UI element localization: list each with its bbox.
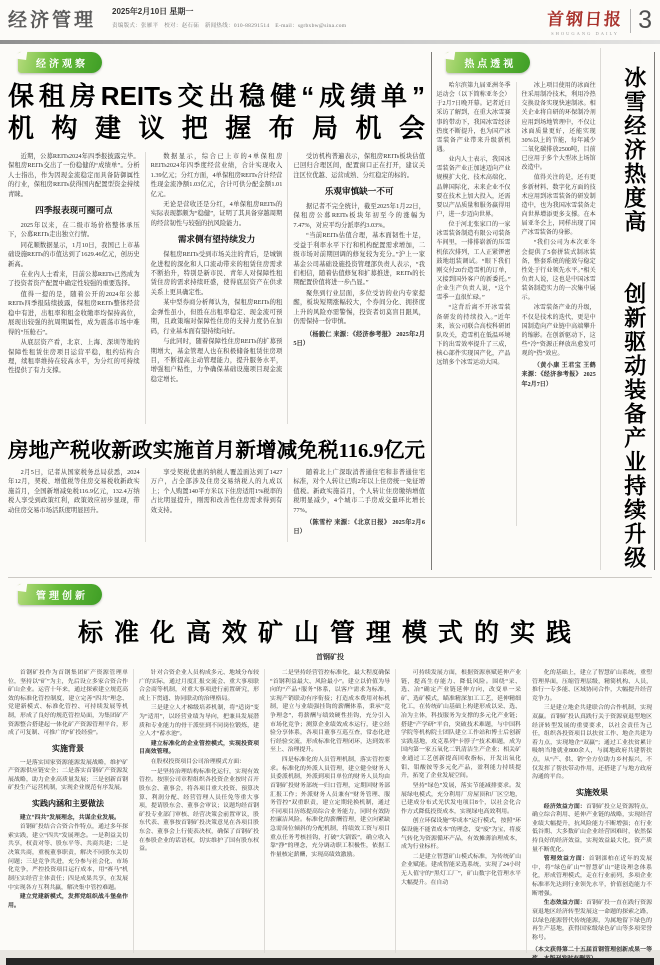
- article1-headline-line1: 保租房REITs交出稳健“成绩单”: [8, 82, 425, 112]
- page-number: 3: [638, 8, 652, 33]
- article-column: [8, 468, 145, 542]
- body-paragraph: 四是标准化的人员管理机制，落实管控要求。标准化的外派人员管理，建立健全财务人员委派机制，外派到项目单位的财务人员均由首钢矿投财务部统一归口管理，定期回财务部汇报工作；外派财务人员兼有“财务管理、服务管控”双重职责，建立定期轮换机制，通过不同项目历练提高综合业务能力，同时有效防控廉洁风险。标准化的薪酬管理，建立向紧缺急需岗位倾斜的分配机制，将绩效工资与项目重点任务考核挂钩，打破“大锅饭”，确立收入靠“挣”的理念，充分调动职工积极性，依据工作量核定薪酬，实现高绩效激励。: [270, 756, 390, 859]
- publication-info: [112, 5, 346, 29]
- top-section: [0, 44, 660, 570]
- article1-body: [8, 152, 425, 424]
- publication-date: 2025年2月10日 星期一: [112, 6, 346, 17]
- article3-vertical-headline: 冰雪经济热度高 创新驱动装备产业持续升级: [600, 48, 650, 570]
- subheading: 需求侧有望持续发力: [151, 233, 283, 246]
- body-paragraph: 创立环保设施“零成本”运行模式，按照“环保设施不能省成本”的理念，变“废”为宝，将废气转化为资源循环产品，有效摊薄治理成本，成为行业标杆。: [401, 817, 521, 851]
- badge-hotspot: 热点透视: [446, 52, 530, 73]
- body-paragraph: 在股权投资项目公司治理模式方面：: [139, 758, 259, 767]
- article-column: [395, 669, 526, 953]
- body-paragraph: “这背后离不开冰雪装备研发的持续投入。”近年来，该公司联合高校科研团队攻关，造雪机在低温环境下的出雪效率提升了三成，核心部件实现国产化，产品远销多个冰雪运动大国。: [436, 304, 510, 368]
- left-block: [8, 48, 425, 570]
- body-paragraph: 针对合资企业人员构成多元、地域分布较广的实际，通过月度汇报交流会、重大事项联合会商等机制，对重大事项进行前置研究，形成上下贯通、协同联动的治理格局。: [139, 669, 259, 703]
- attribution: （陈雪柠 来源：《北京日报》 2025年2月6日）: [293, 518, 425, 537]
- bold-paragraph-heading: 建立党建新模式，发挥党组织战斗堡垒作用。: [8, 893, 128, 910]
- article-column: [264, 669, 395, 953]
- body-paragraph: 一是坚持治理结构标准化运行，实现有效管控。按照公司章程组织各投资企业按时召开股东会、董事会，将各项目重大投资、预算决算、利润分配、经营管理人员任免等重大事项，提请股东会、董事会审议；议题均经首钢矿投专业部门审核、经营决策会前置审议，股东代表、董事按首钢矿投决策意见在各项目股东会、董事会上行使表决权，确保了首钢矿投在参股企业的话语权，切实维护了国有股东权益。: [139, 768, 259, 854]
- body-paragraph: 从底层资产看，北京、上海、深圳等地的保障性租赁住房项目运营平稳，租约结构合理，续租率维持在较高水平，为分红的可持续性提供了有力支撑。: [8, 338, 140, 376]
- body-paragraph: 2025年以来，在二级市场价格整体承压下，公募REITs走出独立行情。: [8, 221, 140, 240]
- masthead: [547, 5, 652, 36]
- body-paragraph: 无论是营收还是分红，4单保租房REITs的实际表现都颇为“稳健”，证明了其具备穿越周期的经营韧性与较强的抗风险能力。: [151, 200, 283, 228]
- badge-management-innovation: 管理创新: [18, 584, 102, 605]
- masthead-subtitle: SHOUGANG DAILY: [547, 31, 623, 36]
- article-column: [287, 152, 425, 424]
- section-title: 经济管理: [8, 5, 96, 32]
- body-paragraph: 坚持“绿色”发展，落实节能减排要求。发展绿电模式，充分利用厂房屋顶和厂区空地，已建成分布式光伏发电项目8个，以社会化合作方式降低投资成本，实现绿电高效利用。: [401, 782, 521, 816]
- body-paragraph: 二是建立智慧矿山模式标准，为传统矿山企业赋能。建成智能采选系统，实现了24小时无人值守的“黑灯工厂”，矿山数字化管理水平大幅提升。在自动: [401, 853, 521, 887]
- masthead-divider: [630, 9, 631, 33]
- article1-headline-line2: 机构建议把握布局机会: [8, 114, 425, 144]
- staff-line: 责编版式：张雁平 校对：赵石砳 新闻热线：010-88291514 E-mail：sgrbxbw@sina.com: [112, 21, 346, 29]
- body-paragraph: 据记者不完全统计，截至2025年1月22日，保租房公募REITs板块年初至今的涨幅为7.47%，对应平均分派率约3.03%。: [293, 202, 425, 230]
- masthead-logo: [547, 5, 623, 36]
- body-paragraph: 值得关注的是，还有更多新材料、数字化方面的技术应用到冰雪装备的研发制造中，也为我国冰雪装备走向世界增添更多支撑。在本届亚冬会上，同样出现了国产冰雪装备的身影。: [522, 174, 596, 238]
- article4-body: [8, 669, 652, 953]
- body-paragraph: 享受契税优惠的纳税人覆盖面达到了1427万户，占全部涉及住房交易纳税人的九成以上；个人购置140平方米以下住房适用1%税率的占比明显提升，刚需和改善性住房需求得到有效支持。: [151, 468, 283, 515]
- body-paragraph: 在业内人士看来，目前公募REITs已然成为了投资者资产配置中确定性较强的重要选择。: [8, 270, 140, 289]
- lead-paragraph: 生态效益方面：首钢矿投一直在践行资源衰退地区经济转型发展这一命题的探索之路，以绿色能源替代传统能源，为属地留下绿色的再生产基地，获得国家级绿色矿山等多项荣誉称号。: [532, 899, 652, 942]
- body-paragraph: 业内人士表示，我国冰雪装备产业正加速迈向产业规模扩大化、技术高端化、品牌国际化，未来企业不仅要在技术上加大投入，还需要以产品质量和服务赢得用户，进一步迈向世界。: [436, 156, 510, 220]
- body-paragraph: 与此同时，随着保障性住房REITs的扩募预期增大，基金管理人也在积极储备租赁住房项目，不断提高主动管理能力，提升服务水平，增强租户粘性，力争确保基础设施项目现金流稳定增长。: [151, 337, 283, 384]
- lead-label: 生态效益方面：: [544, 900, 586, 906]
- lead-label: 经济效益方面：: [544, 804, 586, 810]
- body-paragraph: 近期，公募REITs2024年四季报披露完毕。保租房REITs交出了一份稳健的“成绩单”。分析人士指出，作为因现金流稳定而具备防御属性的行业，保租房REITs获得国内配置型资金持续青睐。: [8, 152, 140, 199]
- article-column: [287, 468, 425, 542]
- body-paragraph: 值得一提的是，随着公开的2024年公募REITs四季报陆续披露，保租房REITs整体经营稳中有进，出租率和租金收缴率均保持高位，展现出较强的抗周期属性，成为震荡市场中难得的“压舱石”。: [8, 290, 140, 337]
- article-column: [8, 669, 133, 953]
- subheading: 实施效果: [532, 787, 652, 799]
- body-paragraph: 三是建立地企共建联合的合作机制，实现双赢。首钢矿投认真践行关于资源衰退型地区经济转型发展的重要要求，以社会责任为己任，组织各投资项目以扶贫工作、地企共建为着力点，实现地企“双赢”；通过工业扶贫累计吸纳当地就业800余人，与属地政府共建帮扶点，从“产、供、销”全方位助力乡村振兴，不仅发挥了帮扶带动作用，还搭建了与地方政府沟通的平台。: [532, 704, 652, 781]
- article4-headline: 标准化高效矿山管理模式的实践: [8, 613, 652, 649]
- body-paragraph: 受访机构普遍表示，保租房REITs板块估值已回归合理区间，配置窗口正在打开，建议关注区位优越、运营成熟、分红稳定的标的。: [293, 152, 425, 180]
- page-header: [0, 0, 660, 36]
- article2-headline: 房地产税收新政实施首月新增减免税116.9亿元: [8, 433, 425, 463]
- article-column: [526, 669, 652, 953]
- article-column: [145, 468, 288, 542]
- lead-paragraph: 管理效益方面：首钢滦柏在近年的发展中，将“绿色矿山”“智慧矿山”建设理念体系化，形成管理模式，走在行业前列，多项企业标准率先达到行业领先水平，价值创造能力不断增强。: [532, 855, 652, 898]
- body-paragraph: 同花顺数据显示，1月10日，我国已上市基础设施REITs的市值达到了1629.46亿元，创历史新高。: [8, 241, 140, 269]
- lead-label: 管理效益方面：: [544, 856, 589, 862]
- body-paragraph: 某中型券商分析师认为，保租房REITs的租金弹性虽小，但胜在出租率稳定、现金流可预期，且政策端对保障性住房的支持力度仍在加码，行业基本面有望持续向好。: [151, 298, 283, 336]
- article-column: [516, 82, 596, 526]
- article2-body: [8, 468, 425, 542]
- body-paragraph: 三是建立人才梯级培养机制，将“适岗”变为“适用”，以经营业绩为导向，把兼具发展潜质和专业能力的骨干派驻到不同岗位锻炼，建立人才“蓄水池”。: [139, 704, 259, 738]
- body-paragraph: 聚焦到行业层面，多位受访的业内专家提醒，板块短期涨幅较大，个券间分化、拥挤度上升的风险亦需警惕，投资者切莫盲目跟风，仍需保持一份审慎。: [293, 289, 425, 327]
- article-column: [436, 82, 515, 526]
- subheading: 实践内涵和主要做法: [8, 798, 128, 810]
- hotspot-block: [436, 48, 654, 570]
- hotspot-main: [436, 48, 595, 570]
- body-paragraph: 冰上项目使用的冰面往往采用制冷技术，利用冷热交换设备实现快速制冰。相关企业将自研的环保制冷剂应用到场地管理中，不仅让冰面质量更好，还能实现30%以上的节能，每年减少二氧化碳排放2500吨，目前已应用于多个大型冰上场馆改造中。: [522, 82, 596, 173]
- body-paragraph: “我们公司为本次亚冬会提供了5套拼装式制冰装备，整套系统的能效与稳定性处于行业领先水平。”相关负责人说，这也是中国冰雪装备制造实力的一次集中展示。: [522, 239, 596, 303]
- body-paragraph: “当前REITs估值合理，基本面韧性十足，受益于利率水平下行和机构配置需求增加，二级市场对前期回调的修复较为充分。”沪上一家基金公司基础设施投资管理部负责人表示，“我们相信，随着估值修复和扩募推进，REITs的长期配置价值将进一步凸显。”: [293, 231, 425, 288]
- subheading: 四季报表现可圈可点: [8, 204, 140, 217]
- bold-paragraph-heading: 建立标准化的企业管控模式，实现投资项目高效管理。: [139, 740, 259, 757]
- subheading: 乐观审慎缺一不可: [293, 185, 425, 198]
- body-paragraph: 数据显示，综合已上市的4单保租房REITs2024年四季度经营业绩，合计实现收入1.39亿元；分红方面，4单保租房REITs合计经营性现金流净额1.03亿元，合计可供分配金额1.01亿元。: [151, 152, 283, 199]
- article4-byline: 首钢矿投: [8, 652, 652, 662]
- body-paragraph: 首钢矿投作为首钢集团矿产资源管理单位，坚持以“矿”为主，先后设立多家合资合作矿山企业。运营十年来，通过探索建立规范高效的标准化管控制度，建立完善“四共”理念、党建新模式、标准化管控、可持续发展等机制，形成了良好的规范管控局面，为集团矿产资源整合搭建起一体化矿产资源管理平台，形成了可复制、可推广的“矿投经验”。: [8, 669, 128, 738]
- attribution: （杨毅仁 来源：《经济参考报》 2025年2月5日）: [293, 330, 425, 349]
- body-paragraph: 位于河北张家口的一家冰雪装备制造有限公司装备车间里，一排排崭新的压雪机依次排列，工人正紧锣密鼓地组装调试。“眼下我们刚交付20台造雪机的订单，又接到国外客户的新委托。”企业生产负责人说，“这个雪季一直很忙碌。”: [436, 221, 510, 303]
- body-paragraph: 冰雪装备产业的升级，不仅是技术的迭代，更是中国制造向产业链中高端攀升的缩影。在创新驱动下，这些“冷”资源正释放出愈发可观的“热”效应。: [522, 304, 596, 359]
- body-paragraph: 保租房REITs受到市场关注的背后，是城镇化进程的深化和人口流动带来的租赁住房需求不断抬升，特别是新市民、青年人对保障性租赁住房的需求持续旺盛，使得底层资产在供求关系上更具确定性。: [151, 250, 283, 297]
- body-paragraph: 首钢矿投结合合资合作特点，通过多年探索实践，建立“四共”发展理念。一是利益关切共享，权责对等、股东平等、共商共建；二是决策共商，重视董事职责，解决不同股东关切问题；三是竞争共进，充分参与社会化、市场化竞争，严控投资项目运行成本，用“赛马”机制压实经营主体责任；四是成果共享，在发展中实现各方互利共赢，解决集中管控难题。: [8, 823, 128, 892]
- body-paragraph: 二是坚持经营管控标准化，最大程度确保“首钢利益最大、风险最小”。建立以价值为导向的“产品+服务”体系，以客户需求为标准，实现产销联动有序衔接；打造成本费用对标机制，建立与业绩强挂钩的薪酬体系，秉承“竞争理念”，将薪酬与绩效硬性挂钩，充分引入市场化竞争；测算企业绩效成本运行，建立经验分享体系，各项目董事互巡互查，常态化进行经验交流，形成标准化管理闭环，达到效率至上、治理提升。: [270, 669, 390, 755]
- body-paragraph: 随着北上广深取消普通住宅和非普通住宅标准，对个人转让已购2年以上住房统一免征增值税。新政实施首月，个人转让住房缴纳增值税明显减少，4个城市二手房成交量环比增长77%。: [293, 468, 425, 515]
- badge-economy-watch: 经济观察: [18, 52, 102, 73]
- attribution: （黄小康 王君宝 王鹤 来源：《经济参考报》 2025年2月7日）: [522, 362, 596, 389]
- body-paragraph: 可持续发展方面，根据资源禀赋延伸产业链，提高生存能力、降低风险。围绕“采、选、冶”确定产业链延伸方向，改变单一采矿、选矿模式，瞄准精深加工工艺，延伸精细化工，在传统矿山基础上构建形成以采、选、冶为主体，科技服务为支撑的多元化产业链；搭建“产学研”平台，突破技术难题，与中国科学院等机构院士团队建立工作站和博士后创新实践基地，攻克系列“卡脖子”技术难题，成为国内第一家五氧化二钒清洁生产企业；相关矿业通过工艺创新提高回收指标，开发出氧化钼、钼酸铵等多元化产品，盈利能力持续提升，拓宽了企业发展空间。: [401, 669, 521, 781]
- editorial-note: （本文获得第二十五届首钢管理创新成果一等奖，本版刊发时有删节）: [532, 946, 652, 963]
- body-paragraph: 哈尔滨第九届亚洲冬季运动会（以下简称亚冬会）于2月7日晚开幕。记者近日采访了解到，在重大冰雪赛事的带动下，我国冰雪经济热度不断提升，也为国产冰雪装备产业带来升级新机遇。: [436, 82, 510, 155]
- body-paragraph: 一是落实国家资源能源发展战略，维护矿产资源供应链安全；二是落实首钢矿产资源发展战略，助力企业高质量发展；三是创新首钢矿投生产运营机制，实现企业规范有序发展。: [8, 759, 128, 793]
- subheading: 实施背景: [8, 743, 128, 755]
- bottom-section: [0, 578, 660, 953]
- bold-paragraph-heading: 建立“四共”发展理念，共谋企业发展。: [8, 814, 128, 823]
- lead-paragraph: 经济效益方面：首钢矿投立足资源特点，确立综合利用、延伸产业链的战略，实现经营业绩大幅提升，抗风险能力不断增强；在行业低谷期、大多数矿山企业经营困难时，依然保持良好的经济效益，实现效益最大化，资产质量不断优化。: [532, 803, 652, 855]
- article-column: [145, 152, 288, 424]
- body-paragraph: 2月5日，记者从国家税务总局获悉，2024年12月，契税、增值税等住房交易税收新政实施首月，全国新增减免税116.9亿元，132.4万纳税人享受到政策红利，政策效应初步显现，带动住房交易市场活跃度明显回升。: [8, 468, 140, 515]
- article-column: [8, 152, 145, 424]
- masthead-title: 首钢日报: [546, 5, 624, 30]
- article-column: [133, 669, 264, 953]
- article3-body: [436, 82, 595, 526]
- body-paragraph: 化的基础上，建立了智慧矿山系统，重塑管理界面，压缩管理层级，精简机构、人员，推行一专多能、区域协同合作，大幅提升经营竞争力。: [532, 669, 652, 703]
